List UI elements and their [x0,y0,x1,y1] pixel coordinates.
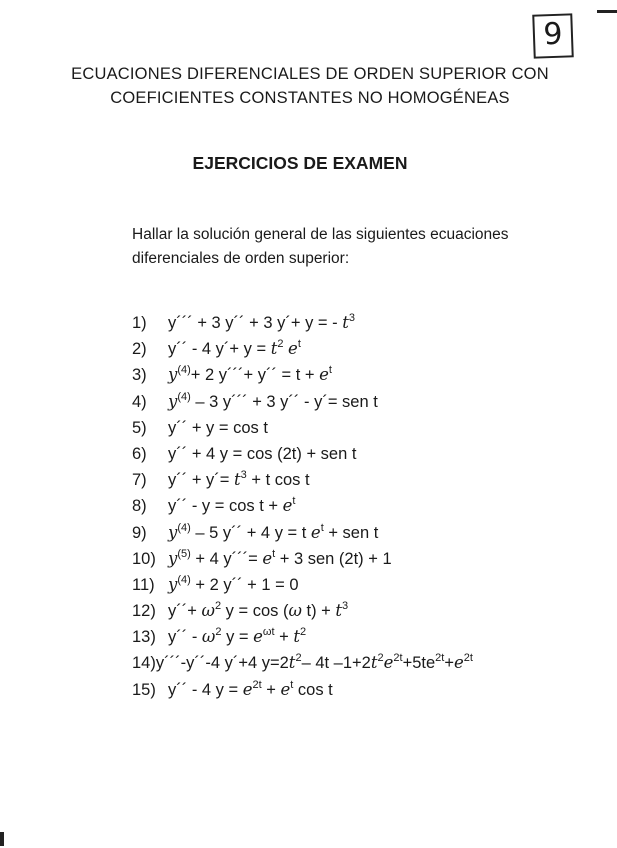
equation-text: y´´´-y´´-4 y´+4 y=2 [155,654,289,673]
math-symbol: e [288,339,298,359]
equation-text: y´´ + y = cos t [168,418,268,437]
equation-text: cos t [293,680,333,699]
superscript: t [320,521,324,534]
title-line-2: COEFICIENTES CONSTANTES NO HOMOGÉNEAS [110,89,510,107]
exercise-item [132,572,612,598]
exercise-item [132,389,612,415]
math-symbol: e [383,653,394,673]
exercise-number: 15) [132,680,156,699]
equation-text: + 2 y´´´+ y´´ = t + [190,366,320,385]
section-heading: EJERCICIOS DE EXAMEN [192,153,408,173]
math-symbol: ω [288,601,302,621]
equation-text: + [444,654,454,673]
math-symbol: ω [201,627,216,647]
equation-text: + t cos t [246,471,310,490]
superscript: 2 [214,600,222,613]
equation-text: – 3 y´´´ + 3 y´´ - y´= sen t [190,392,378,411]
math-symbol: t [335,601,343,621]
equation-text: – 5 y´´ + 4 y = t [190,523,311,542]
math-symbol: t [234,470,241,490]
math-symbol: y [168,365,178,385]
exercise-number: 5) [132,418,147,437]
instructions [132,223,552,271]
exercise-number: 7) [132,471,147,490]
math-symbol: e [453,653,464,673]
superscript: 2 [377,652,384,665]
equation-text: y = [221,628,254,647]
superscript: 2 [277,338,284,351]
math-symbol: t [370,653,378,673]
equation-text: +5te [402,654,436,673]
exercise-list [132,310,612,703]
exercise-equation [168,493,295,519]
exercise-item [132,598,612,624]
title-line-1: ECUACIONES DIFERENCIALES DE ORDEN SUPERIOR CON [71,65,549,83]
equation-text: + 2 y´´ + 1 = 0 [190,575,299,594]
exercise-equation [156,650,473,676]
exercise-item [132,677,612,703]
exercise-item [132,362,612,388]
exercise-equation [168,389,378,415]
page-number: 9 [532,13,574,58]
math-symbol: t [288,653,296,673]
math-symbol: t [342,313,349,332]
equation-text: y´´ + y´= [168,471,235,490]
exercise-equation [168,310,355,336]
math-symbol: e [253,627,263,647]
exercise-number: 10) [132,549,156,568]
exercise-item [132,467,612,493]
exercise-number: 12) [132,602,156,621]
exercise-number: 14) [132,654,156,673]
equation-text: – 4t –1+2 [301,654,371,673]
equation-text: y´´ - 4 y´+ y = [168,340,271,359]
superscript: 3 [240,469,247,482]
exercise-equation [168,467,310,493]
math-symbol: e [310,522,321,542]
equation-text: y´´ - y = cos t + [168,497,283,516]
exercise-number: 2) [132,340,147,359]
superscript: (5) [177,547,191,560]
equation-text: y´´ - 4 y = [168,680,243,699]
exercise-item [132,650,612,676]
math-symbol: e [282,496,293,516]
superscript: ωt [262,626,275,639]
scan-mark [597,10,617,13]
superscript: t [292,495,296,508]
superscript: 2t [435,652,445,665]
math-symbol: y [168,391,178,411]
superscript: 2t [252,678,262,691]
math-symbol: e [280,679,291,699]
equation-text: y´´´ + 3 y´´ + 3 y´+ y = - [168,314,343,332]
exercise-number: 4) [132,392,147,411]
equation-text: + [261,680,281,699]
exercise-equation [168,546,392,572]
math-symbol: e [319,365,329,385]
exercise-equation [168,362,332,388]
exercise-equation [168,572,299,598]
scan-mark [0,832,4,846]
exercise-number: 8) [132,497,147,516]
equation-text: y´´+ [168,602,202,621]
equation-text: + sen t [323,523,379,542]
exercise-equation [168,441,356,467]
exercise-item [132,310,612,336]
math-symbol: e [262,548,273,568]
equation-text: + 3 sen (2t) + 1 [275,549,392,568]
exercise-number: 11) [132,575,155,594]
superscript: (4) [177,390,191,403]
exercise-equation [168,598,348,624]
exercise-equation [168,520,378,546]
superscript: (4) [177,364,191,377]
equation-text: + [274,628,294,647]
math-symbol: e [242,679,253,699]
math-symbol: t [270,339,278,359]
instructions-line-1: Hallar la solución general de las siguientes ecuaciones [132,226,509,243]
superscript: 3 [348,312,355,324]
superscript: 2t [393,652,403,665]
exercise-item [132,624,612,650]
exercise-item [132,546,612,572]
exercise-number: 6) [132,444,147,463]
exercise-item [132,441,612,467]
equation-text: y´´ + 4 y = cos (2t) + sen t [168,444,357,463]
equation-text: y = cos ( [221,602,289,621]
instructions-line-2: diferenciales de orden superior: [132,250,350,267]
superscript: 2 [295,652,302,665]
exercise-item [132,493,612,519]
exercise-equation [168,677,333,703]
math-symbol: y [168,522,178,542]
exercise-number: 13) [132,628,156,647]
equation-text: + 4 y´´´= [190,549,263,568]
equation-text: y´´ - [168,628,202,647]
superscript: 3 [342,600,349,613]
math-symbol: y [168,548,178,568]
equation-text: t) + [301,602,336,621]
exercise-item [132,520,612,546]
superscript: (4) [177,573,191,586]
exercise-number: 9) [132,523,147,542]
exercise-equation [168,624,306,650]
exercise-item [132,336,612,362]
exercise-number: 1) [132,314,147,332]
superscript: (4) [177,521,191,534]
superscript: 2t [463,652,473,665]
exercise-equation [168,336,301,362]
math-symbol: ω [201,601,215,621]
superscript: 2 [300,626,307,639]
exercise-item [132,415,612,441]
superscript: t [328,364,332,377]
superscript: t [290,678,294,691]
exercise-number: 3) [132,366,147,385]
superscript: 2 [215,626,222,639]
document-title [40,62,580,110]
superscript: t [297,338,301,351]
math-symbol: y [168,574,178,594]
exercise-equation [168,415,268,441]
math-symbol: t [293,627,301,647]
superscript: t [272,547,276,560]
